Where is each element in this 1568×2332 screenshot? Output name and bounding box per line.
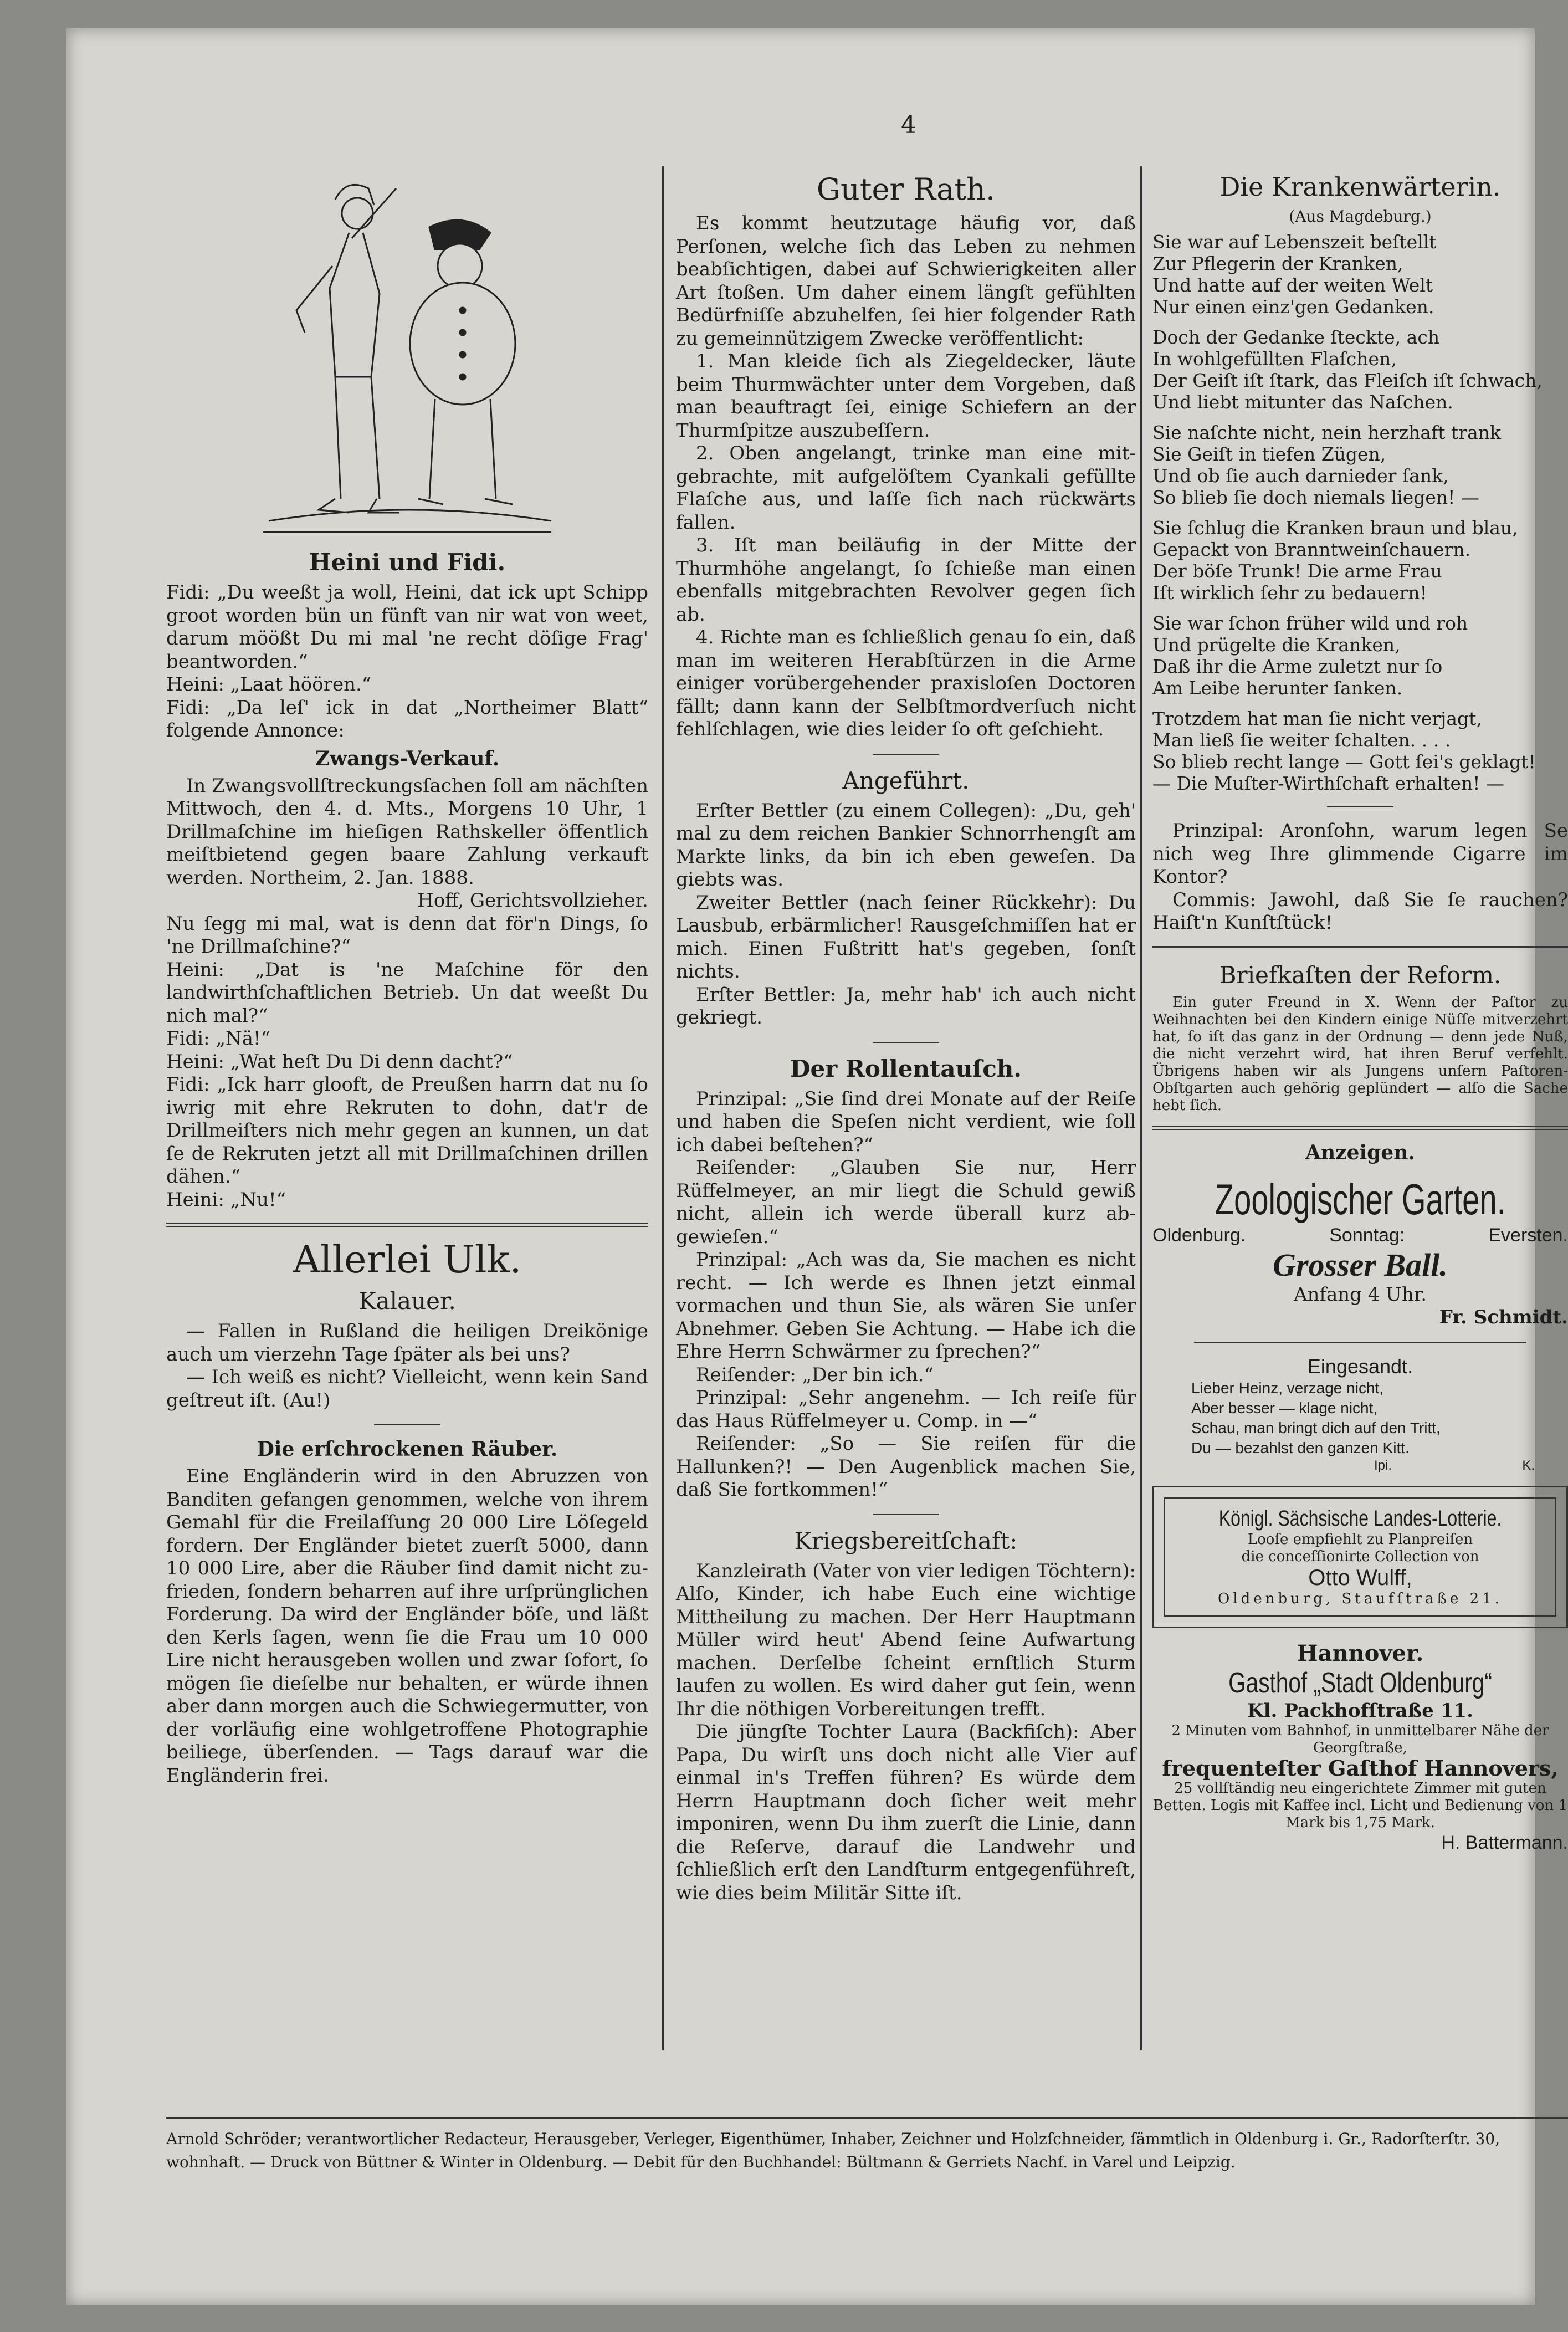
hannover-city: Hannover. <box>1297 1640 1424 1666</box>
rollentausch-line: Prinzipal: „Sie ſind drei Monate auf der Reiſe und haben die Speſen nicht verdient, wie ſoll ich dabei beſtehen?“ <box>676 1087 1136 1156</box>
poem-line: Sie naſchte nicht, nein herzhaft trank <box>1152 422 1501 443</box>
krieg-line: Die jüngſte Tochter Laura (Backfiſch): Aber Papa, Du wirſt uns doch nicht alle Vier auf einmal in's Treffen führen? Es würde dem Herrn Hauptmann doch ſicher weit mehr imponiren, wenn Du ihm zuerſt die Linie, dann die Reſerve, darauf die Landwehr und ſchließlich erſt den Landſturm entgegenführeſt, wie dies beim Militär Sitte iſt. <box>676 1721 1136 1904</box>
poem-line: Doch der Gedanke ſteckte, ach <box>1152 326 1440 348</box>
newspaper-page <box>66 28 1568 2305</box>
lotterie-inner <box>1164 1497 1556 1617</box>
cartoon-illustration <box>252 166 562 543</box>
hannover-name: Gasthof „Stadt Oldenburg“ <box>1228 1666 1492 1699</box>
zoo-name: Zoologischer Garten. <box>1215 1174 1506 1224</box>
briefkasten-text: Ein guter Freund in X. Wenn der Paſtor zu Weihnachten bei den Kindern einige Nüſſe mitverzehrt hat, ſo iſt das ganz in der Ordnung — denn jede Nuß, die nicht verzehrt wird, hat ihren Beruf verfehlt. Übrigens haben wir als Jungens unſern Paſtoren-Obſtgarten auch gehörig geplündert — alſo die Sache hebt ſich. <box>1152 994 1568 1114</box>
poem-line: Trotzdem hat man ſie nicht verjagt, <box>1152 708 1482 729</box>
poem-line: Der Geiſt iſt ſtark, das Fleiſch iſt ſchwach, <box>1152 370 1543 391</box>
poem <box>1152 231 1568 794</box>
poem-line: Sie war ſchon früher wild und roh <box>1152 612 1468 634</box>
poem-line: Gepackt von Branntweinſchauern. <box>1152 539 1471 560</box>
eingesandt-sign <box>1152 1458 1568 1474</box>
divider <box>873 1514 939 1515</box>
notice-title: Zwangs-Verkauf. <box>315 746 500 770</box>
column-divider <box>662 166 664 2050</box>
notice-text: In Zwangsvollſtreckungsſachen ſoll am nächſten Mittwoch, den 4. d. Mts., Morgens 10 Uhr, 1 Drillmaſchine im hieſigen Rathskeller öffentlich meiſtbietend gegen baare Zahlung verkauft werden. Northeim, 2. Jan. 1888. <box>166 774 648 889</box>
sign-left: Ipi. <box>1374 1458 1392 1473</box>
dialog-title: Heini und Fidi. <box>309 549 506 576</box>
lotterie-line2: die conceſſionirte Collection von <box>1241 1548 1479 1565</box>
section-title: Allerlei Ulk. <box>293 1238 522 1282</box>
dialog-line: Heini: „Laat höören.“ <box>166 673 372 695</box>
poem-line: Und liebt mitunter das Naſchen. <box>1152 391 1453 413</box>
poem-title: Die Krankenwärterin. <box>1219 172 1501 202</box>
poem-line: Daß ihr die Arme zuletzt nur ſo <box>1152 656 1443 677</box>
notice-sign: Hoff, Gerichtsvollzieher. <box>417 889 648 912</box>
eingesandt-line: Du — bezahlst den ganzen Kitt. <box>1191 1439 1410 1456</box>
dialog-line: Heini: „Dat is 'ne Maſchine för den landwirthſchaftlichen Betrieb. Un dat weeßt Du nich mal?“ <box>166 958 648 1027</box>
robber-text: Eine Engländerin wird in den Abruzzen von Banditen gefangen genommen, welche von ihrem Gemahl für die Freilaſſung 20 000 Lire Löſegeld fordern. Der Engländer bietet zuerſt 5000, dann 10 000 Lire, aber die Räuber ſind damit nicht zufrieden, ſondern beharren auf ihre urſprünglichen Forderung. Da wird der Engländer böſe, und läßt den Kerls ſagen, wenn ſie die Frau um 10 000 Lire nicht herausgeben wollen und zwar ſofort, ſo mögen ſie dieſelbe nur behalten, er würde ihnen aber dann morgen auch die Schwiegermutter, von der vorläufig eine wohlgetroffene Photographie beiliege, überſenden. — Tags darauf war die Engländerin frei. <box>166 1465 648 1787</box>
guter-rath-intro: Es kommt heutzutage häufig vor, daß Perſonen, welche ſich das Leben zu nehmen beabſichtigen, dabei auf Schwierigkeiten aller Art ſtoßen. Um daher einem längſt gefühlten Bedürfniſſe abzuhelfen, ſei hier folgender Rath zu gemeinnützigem Zwecke veröffentlicht: <box>676 212 1136 350</box>
poem-line: Sie ſchlug die Kranken braun und blau, <box>1152 517 1518 539</box>
guter-rath-point: 4. Richte man es ſchließlich genau ſo ein, daß man im weiteren Herabſtürzen in die Arme einiger vorübergehender praxisloſen Doctoren fällt; dann kann der Selbſtmordverſuch nicht fehlſchlagen, wie dies leider ſo oft geſchieht. <box>676 626 1136 740</box>
kalauer-line: — Ich weiß es nicht? Vielleicht, wenn kein Sand geſtreut iſt. (Au!) <box>166 1366 648 1412</box>
divider <box>873 754 939 755</box>
rollentausch-line: Reiſender: „So — Sie reiſen für die Hallunken?! — Den Augenblick machen Sie, daß Sie fortkommen!“ <box>676 1433 1136 1501</box>
poem-stanza <box>1152 612 1568 699</box>
section-divider <box>1152 1126 1568 1130</box>
dialog-line: Heini: „Nu!“ <box>166 1188 286 1211</box>
poem-line: Man ließ ſie weiter ſchalten. . . . <box>1152 729 1451 751</box>
eingesandt-line: Schau, man bringt dich auf den Tritt, <box>1191 1419 1441 1436</box>
krieg-line: Kanzleirath (Vater von vier ledigen Töchtern): Alſo, Kinder, ich habe Euch eine wichtige Mittheilung zu machen. Der Herr Hauptmann Müller wird heut' Abend ſeine Aufwartung machen. Derſelbe ſcheint ernſtlich Sturm laufen zu wollen. Es wird daher gut ſein, wenn Ihr die nöthigen Vorbereitungen trefft. <box>676 1559 1136 1720</box>
zoo-right: Eversten. <box>1488 1224 1568 1246</box>
column-left <box>166 166 648 1787</box>
poem-line: — Die Muſter-Wirthſchaft erhalten! — <box>1152 773 1505 794</box>
kalauer-line: — Fallen in Rußland die heiligen Dreikönige auch um vierzehn Tage ſpäter als bei uns? <box>166 1320 648 1366</box>
prinzipal-line: Commis: Jawohl, daß Sie ſe rauchen? Haiſt'n Kunſtſtück! <box>1152 888 1568 934</box>
guter-rath-point: 1. Man kleide ſich als Ziegeldecker, läute beim Thurmwächter unter dem Vorgeben, daß man beauftragt ſei, einige Schiefern an der Thurmſpitze auszubeſſern. <box>676 350 1136 442</box>
kalauer-title: Kalauer. <box>358 1287 456 1315</box>
divider <box>873 1042 939 1043</box>
lotterie-address: Oldenburg, Staufſtraße 21. <box>1218 1590 1503 1607</box>
page-number: 4 <box>901 111 916 139</box>
zoo-left: Oldenburg. <box>1152 1224 1246 1246</box>
angefuehrt-line: Erſter Bettler: Ja, mehr hab' ich auch nicht gekriegt. <box>676 983 1136 1029</box>
divider <box>374 1424 440 1425</box>
robber-title: Die erſchrockenen Räuber. <box>257 1438 558 1461</box>
poem-line: Am Leibe herunter ſanken. <box>1152 677 1403 699</box>
guter-rath-point: 3. Iſt man beiläufig in der Mitte der Thurmhöhe angelangt, ſo ſchieße man einen ebenfalls mitgebrachten Revolver gegen ſich ab. <box>676 534 1136 626</box>
dialog-line: Fidi: „Ick harr glooft, de Preußen harrn dat nu ſo iwrig mit ehre Rekruten to dohn, dat'r de Drillmeiſters nich mehr gegen an kunnen, un dat ſe de Rekruten jetzt all mit Drillmaſchinen drillen dähen.“ <box>166 1073 648 1188</box>
poem-line: Sie war auf Lebenszeit beſtellt <box>1152 231 1437 253</box>
eingesandt-line: Aber besser — klage nicht, <box>1191 1399 1378 1416</box>
poem-stanza <box>1152 231 1568 318</box>
footer-imprint: Arnold Schröder; verantwortlicher Redacteur, Herausgeber, Verleger, Eigenthümer, Inhaber, Zeichner und Holzſchneider, ſämmtlich in Oldenburg i. Gr., Radorſterſtr. 30, wohnhaft. — Druck von Büttner & Winter in Oldenburg. — Debit für den Buchhandel: Bültmann & Gerriets Nachf. in Varel und Leipzig. <box>166 2117 1568 2174</box>
krieg-title: Kriegsbereitſchaft: <box>794 1527 1018 1554</box>
poem-stanza <box>1152 422 1568 508</box>
section-divider <box>1152 946 1568 950</box>
column-right <box>1152 166 1568 1854</box>
angefuehrt-title: Angeführt. <box>842 766 970 794</box>
divider <box>1327 806 1393 807</box>
dialog-line: Heini: „Wat heſt Du Di denn dacht?“ <box>166 1050 513 1073</box>
poem-line: Der böſe Trunk! Die arme Frau <box>1152 560 1442 582</box>
column-divider <box>1140 166 1142 2050</box>
rollentausch-line: Prinzipal: „Ach was da, Sie machen es nicht recht. — Ich werde es Ihnen jetzt einmal vormachen und thun Sie, als wären Sie unſer Abnehmer. Geben Sie Achtung. — Habe ich die Ehre Herrn Schwärmer zu ſprechen?“ <box>676 1249 1136 1363</box>
dialog-line: Nu ſegg mi mal, wat is denn dat för'n Dings, ſo 'ne Drillmaſchine?“ <box>166 912 648 958</box>
divider <box>1194 1342 1526 1343</box>
eingesandt-line: Lieber Heinz, verzage nicht, <box>1191 1379 1384 1397</box>
hannover-details: 25 vollſtändig neu eingerichtete Zimmer mit guten Betten. Logis mit Kaffee incl. Licht und Bedienung von 1 Mark bis 1,75 Mark. <box>1153 1779 1567 1831</box>
eingesandt-ad <box>1152 1355 1568 1474</box>
dialog-line: Fidi: „Nä!“ <box>166 1027 271 1050</box>
lotterie-name: Otto Wulff, <box>1308 1565 1412 1590</box>
lotterie-line1: Looſe empfiehlt zu Planpreiſen <box>1247 1531 1473 1548</box>
hannover-owner: H. Battermann. <box>1441 1832 1568 1853</box>
zoo-middle: Sonntag: <box>1329 1224 1405 1246</box>
guter-rath-title: Guter Rath. <box>816 172 996 207</box>
zoo-event: Grosser Ball. <box>1273 1246 1448 1283</box>
section-divider <box>166 1223 648 1227</box>
dialog-line: Fidi: „Da leſ' ick in dat „Northeimer Blatt“ folgende Annonce: <box>166 696 648 741</box>
zoo-time: Anfang 4 Uhr. <box>1293 1283 1427 1306</box>
angefuehrt-line: Zweiter Bettler (nach ſeiner Rückkehr): Du Lausbub, erbärmlicher! Rausgeſchmiſſen hat er mich. Einen Fußtritt hat's gegeben, ſonſt nichts. <box>676 891 1136 983</box>
zoo-info-line <box>1152 1225 1568 1246</box>
zoo-host: Fr. Schmidt. <box>1439 1306 1568 1328</box>
poem-line: So blieb ſie doch niemals liegen! — <box>1152 487 1479 508</box>
hannover-slogan: frequenteſter Gaſthof Hannovers, <box>1162 1756 1559 1781</box>
eingesandt-title: Eingesandt. <box>1307 1354 1413 1378</box>
rollentausch-line: Reiſender: „Der bin ich.“ <box>696 1363 934 1386</box>
dialog-line: Fidi: „Du weeßt ja woll, Heini, dat ick upt Schipp groot worden bün un fünft van nir wat von weet, darum möößt Du mi mal 'ne recht döſige Frag' beantworden.“ <box>166 581 648 673</box>
zoo-ad <box>1152 1174 1568 1329</box>
poem-line: Und hatte auf der weiten Welt <box>1152 274 1433 296</box>
rollentausch-title: Der Rollentauſch. <box>790 1055 1022 1082</box>
sign-right: K. <box>1522 1458 1535 1473</box>
hannover-desc: 2 Minuten vom Bahnhof, in unmittelbarer Nähe der Georgſtraße, <box>1171 1722 1549 1756</box>
poem-line: Zur Pflegerin der Kranken, <box>1152 253 1403 274</box>
briefkasten-title: Briefkaſten der Reform. <box>1219 961 1502 989</box>
anzeigen-title: Anzeigen. <box>1305 1141 1415 1164</box>
poem-line: In wohlgefüllten Flaſchen, <box>1152 348 1397 370</box>
poem-line: Und prügelte die Kranken, <box>1152 634 1401 656</box>
column-middle <box>676 166 1136 1905</box>
eingesandt-verse <box>1152 1378 1568 1458</box>
angefuehrt-line: Erſter Bettler (zu einem Collegen): „Du, geh' mal zu dem reichen Bankier Schnorrhengſt am Markte links, da bin ich eben geweſen. Da giebts was. <box>676 799 1136 891</box>
rollentausch-line: Prinzipal: „Sehr angenehm. — Ich reiſe für das Haus Rüffelmeyer u. Comp. in —“ <box>676 1387 1136 1432</box>
hannover-street: Kl. Packhofſtraße 11. <box>1247 1699 1473 1722</box>
poem-line: So blieb recht lange — Gott ſei's geklagt! <box>1152 751 1536 773</box>
poem-line: Sie Geiſt in tiefen Zügen, <box>1152 443 1386 465</box>
guter-rath-point: 2. Oben angelangt, trinke man eine mitgebrachte, mit aufgelöſtem Cyankali gefüllte Flaſche aus, und laſſe ſich nach rückwärts fallen. <box>676 442 1136 534</box>
lotterie-title: Königl. Sächsische Landes-Lotterie. <box>1218 1506 1502 1531</box>
prinzipal-line: Prinzipal: Aronſohn, warum legen Se nich weg Ihre glimmende Cigarre im Kontor? <box>1152 820 1568 888</box>
poem-subtitle: (Aus Magdeburg.) <box>1289 207 1432 226</box>
rollentausch-line: Reiſender: „Glauben Sie nur, Herr Rüffelmeyer, an mir liegt die Schuld gewiß nicht, allein ich werde überall kurz abgewieſen.“ <box>676 1157 1136 1248</box>
poem-line: Nur einen einz'gen Gedanken. <box>1152 296 1434 318</box>
lotterie-ad <box>1152 1486 1568 1628</box>
poem-stanza <box>1152 708 1568 794</box>
poem-line: Iſt wirklich ſehr zu bedauern! <box>1152 582 1427 604</box>
poem-line: Und ob ſie auch darnieder ſank, <box>1152 465 1449 487</box>
poem-stanza <box>1152 517 1568 604</box>
poem-stanza <box>1152 326 1568 413</box>
hannover-ad <box>1152 1640 1568 1855</box>
